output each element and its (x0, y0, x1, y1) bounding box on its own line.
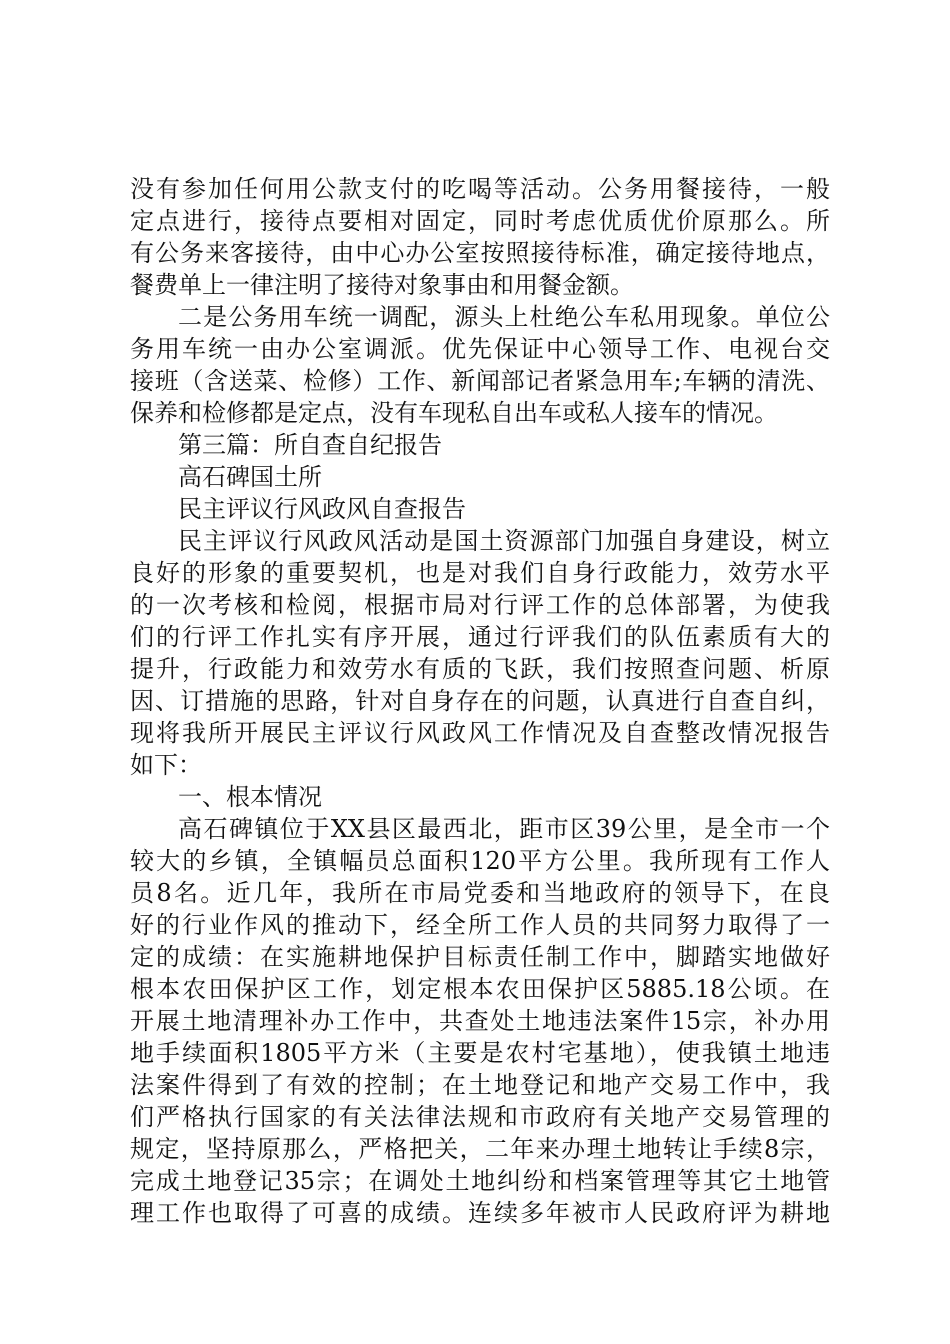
text-line: 员8名。近几年，我所在市局党委和当地政府的领导下，在良 (130, 879, 830, 907)
text-line: 规定，坚持原那么，严格把关，二年来办理土地转让手续8宗， (130, 1135, 830, 1163)
text-line: 一、根本情况 (178, 783, 322, 811)
text-line: 良好的形象的重要契机，也是对我们自身行政能力，效劳水平 (130, 559, 830, 587)
text-line: 们的行评工作扎实有序开展，通过行评我们的队伍素质有大的 (130, 623, 830, 651)
document-body (130, 173, 830, 1229)
text-line: 没有参加任何用公款支付的吃喝等活动。公务用餐接待，一般 (130, 175, 830, 203)
text-line: 民主评议行风政风活动是国土资源部门加强自身建设，树立 (178, 527, 830, 555)
text-line: 提升，行政能力和效劳水有质的飞跃，我们按照查问题、析原 (130, 655, 830, 683)
text-line: 定的成绩：在实施耕地保护目标责任制工作中，脚踏实地做好 (130, 943, 830, 971)
text-line: 务用车统一由办公室调派。优先保证中心领导工作、电视台交 (130, 335, 830, 363)
text-line: 保养和检修都是定点，没有车现私自出车或私人接车的情况。 (130, 399, 778, 427)
text-line: 第三篇：所自查自纪报告 (178, 431, 442, 459)
text-line: 的一次考核和检阅，根据市局对行评工作的总体部署，为使我 (130, 591, 830, 619)
text-line: 高石碑镇位于XX县区最西北，距市区39公里，是全市一个 (178, 815, 830, 843)
text-line: 因、订措施的思路，针对自身存在的问题，认真进行自查自纠， (130, 687, 830, 715)
text-line: 餐费单上一律注明了接待对象事由和用餐金额。 (130, 271, 634, 299)
text-line: 接班（含送菜、检修）工作、新闻部记者紧急用车;车辆的清洗、 (130, 367, 830, 395)
text-line: 有公务来客接待，由中心办公室按照接待标准，确定接待地点， (130, 239, 830, 267)
text-line: 高石碑国土所 (178, 463, 322, 491)
text-line: 较大的乡镇，全镇幅员总面积120平方公里。我所现有工作人 (130, 847, 830, 875)
text-line: 地手续面积1805平方米（主要是农村宅基地），使我镇土地违 (130, 1039, 830, 1067)
text-line: 定点进行，接待点要相对固定，同时考虑优质优价原那么。所 (130, 207, 830, 235)
text-line: 法案件得到了有效的控制；在土地登记和地产交易工作中，我 (130, 1071, 830, 1099)
text-line: 完成土地登记35宗；在调处土地纠纷和档案管理等其它土地管 (130, 1167, 830, 1195)
text-line: 们严格执行国家的有关法律法规和市政府有关地产交易管理的 (130, 1103, 830, 1131)
text-line: 理工作也取得了可喜的成绩。连续多年被市人民政府评为耕地 (130, 1199, 830, 1227)
text-line: 民主评议行风政风自查报告 (178, 495, 466, 523)
text-line: 好的行业作风的推动下，经全所工作人员的共同努力取得了一 (130, 911, 830, 939)
text-line: 根本农田保护区工作，划定根本农田保护区5885.18公顷。在 (130, 975, 830, 1003)
text-line: 二是公务用车统一调配，源头上杜绝公车私用现象。单位公 (178, 303, 830, 331)
text-line: 如下： (130, 751, 202, 779)
text-line: 开展土地清理补办工作中，共查处土地违法案件15宗，补办用 (130, 1007, 830, 1035)
text-line: 现将我所开展民主评议行风政风工作情况及自查整改情况报告 (130, 719, 830, 747)
